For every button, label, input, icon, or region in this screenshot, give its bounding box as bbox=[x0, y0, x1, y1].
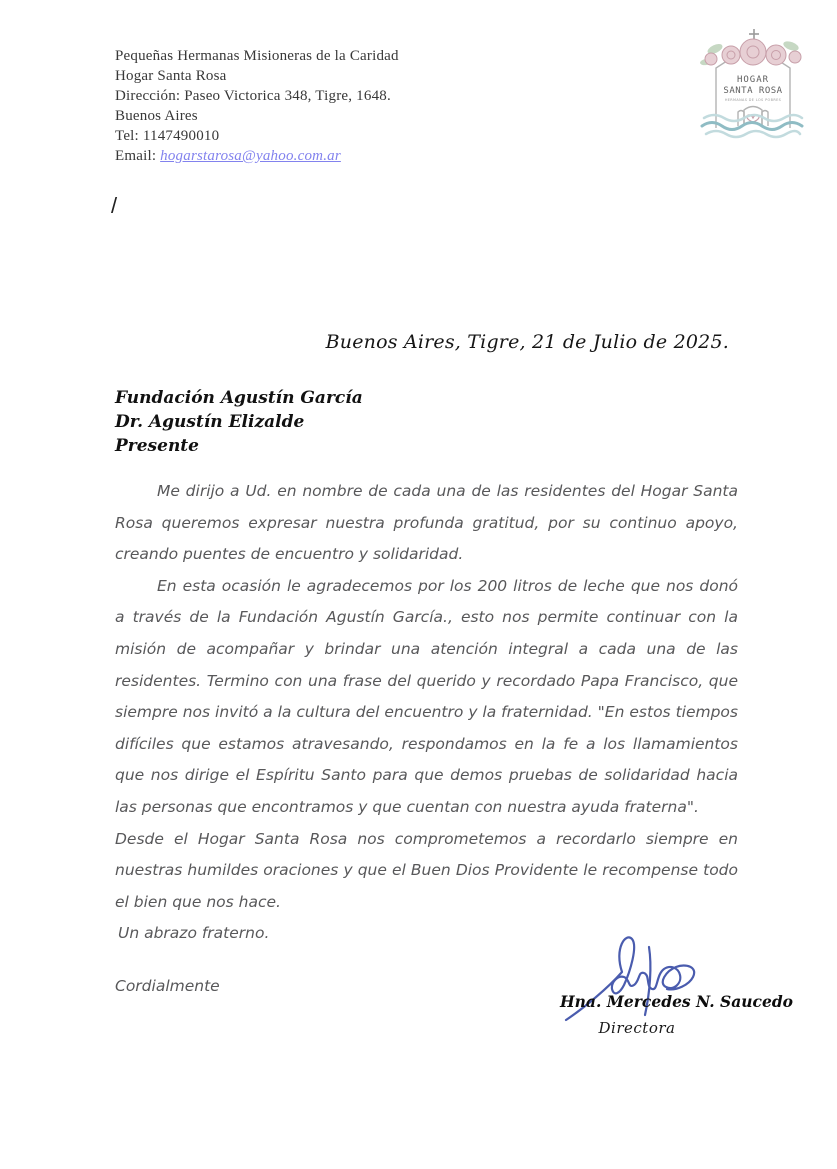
recipient-person: Dr. Agustín Elizalde bbox=[115, 412, 305, 432]
sender-city: Buenos Aires bbox=[115, 108, 198, 124]
closing-line: Cordialmente bbox=[115, 976, 220, 995]
sender-phone: Tel: 1147490010 bbox=[115, 128, 220, 144]
date-line: Buenos Aires, Tigre, 21 de Julio de 2025. bbox=[325, 331, 729, 353]
email-label: Email: bbox=[115, 148, 161, 164]
sender-email-row bbox=[115, 146, 399, 166]
logo-title-line2: SANTA ROSA bbox=[723, 86, 783, 96]
signatory-title: Directora bbox=[598, 1019, 676, 1037]
signature-block bbox=[552, 926, 794, 1041]
hogar-santa-rosa-logo bbox=[694, 26, 812, 144]
body-paragraph-2: En esta ocasión le agradecemos por los 200 litros de leche que nos donó a través de la Fundación Agustín García., esto nos permite continuar con la misión de acompañar y brindar una atención integral a cada una de las residentes. Termino con una frase del querido y recordado Papa Francisco, que siempre nos invitó a la cultura del encuentro y la fraternidad. "En estos tiempos difíciles que estamos atravesando, respondamos en la fe a los llamamientos que nos dirige el Espíritu Santo para que demos pruebas de solidaridad hacia las personas que encontramos y que cuentan con nuestra ayuda fraterna". bbox=[115, 576, 738, 816]
recipient-block bbox=[115, 386, 363, 458]
handwritten-signature-ink bbox=[552, 926, 794, 1026]
body-paragraph-3: Desde el Hogar Santa Rosa nos comprometemos a recordarlo siempre en nuestras humildes oraciones y que el Buen Dios Providente le recompense todo el bien que nos hace. bbox=[115, 829, 738, 911]
recipient-presente: Presente bbox=[115, 436, 199, 456]
email-link[interactable]: hogarstarosa@yahoo.com.ar bbox=[160, 148, 341, 164]
recipient-organization: Fundación Agustín García bbox=[115, 388, 363, 408]
logo-title-line1: HOGAR bbox=[736, 75, 770, 85]
waves-decoration bbox=[702, 115, 802, 137]
body-paragraph-1: Me dirijo a Ud. en nombre de cada una de las residentes del Hogar Santa Rosa queremos expresar nuestra profunda gratitud, por su continuo apoyo, creando puentes de encuentro y solidaridad. bbox=[115, 482, 738, 564]
sender-block bbox=[115, 46, 399, 166]
letter-body bbox=[115, 476, 738, 1003]
sender-address: Dirección: Paseo Victorica 348, Tigre, 1648. bbox=[115, 88, 391, 104]
logo-tagline: HERMANAS DE LOS POBRES bbox=[724, 98, 782, 102]
stray-slash-mark: / bbox=[111, 193, 118, 218]
sender-home-name: Hogar Santa Rosa bbox=[115, 68, 227, 84]
signatory-name: Hna. Mercedes N. Saucedo bbox=[560, 992, 794, 1011]
sender-org-name: Pequeñas Hermanas Misioneras de la Caridad bbox=[115, 48, 399, 64]
farewell-line: Un abrazo fraterno. bbox=[118, 924, 270, 943]
